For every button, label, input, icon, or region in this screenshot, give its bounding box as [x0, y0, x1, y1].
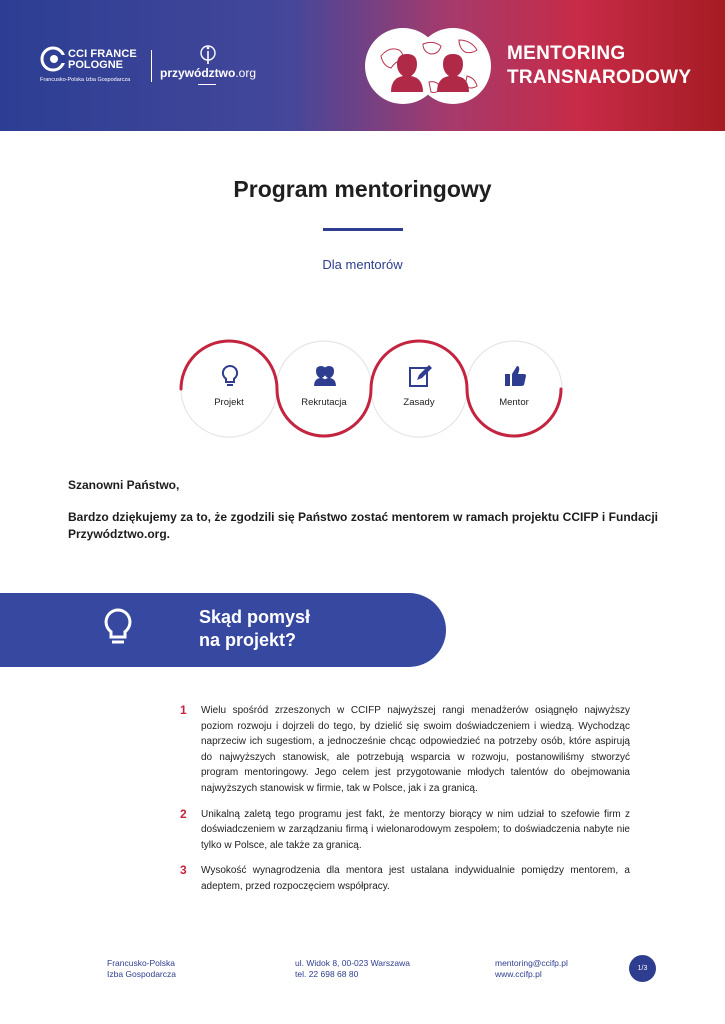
prz-light: .org — [235, 66, 257, 80]
numbered-list — [180, 703, 630, 905]
people-icon — [308, 363, 342, 389]
cci-name-line1: CCI FRANCE — [68, 48, 137, 60]
cci-logo[interactable] — [40, 44, 140, 94]
przywodztwo-logo[interactable] — [160, 44, 260, 90]
prz-bold: przywództwo — [160, 66, 236, 80]
step-label: Rekrutacja — [301, 397, 347, 408]
footer-contact — [295, 958, 410, 980]
step-label: Projekt — [214, 397, 244, 408]
list-item — [180, 807, 630, 854]
przywodztwo-wordmark — [160, 66, 256, 80]
footer-phone[interactable]: tel. 22 698 68 80 — [295, 969, 359, 979]
mentoring-globe-icon — [363, 26, 493, 106]
list-item-number: 1 — [180, 703, 187, 717]
step-label: Mentor — [499, 397, 529, 408]
list-item-number: 2 — [180, 806, 187, 821]
thanks-paragraph: Bardzo dziękujemy za to, że zgodzili się Państwo zostać mentorem w ramach projektu CCIFP i Fundacji Przywództwo.org. — [68, 510, 658, 541]
step-label: Zasady — [403, 397, 435, 408]
footer-address: ul. Widok 8, 00-023 Warszawa — [295, 958, 410, 968]
header-banner — [0, 0, 725, 131]
section-banner — [0, 593, 446, 667]
list-item-text: Wielu spośród zrzeszonych w CCIFP najwyższej rangi menadżerów osiągnęło najwyższy poziom rozwoju i dojrzeli do tego, by dzielić się swoim doświadczeniem i wiedzą. Wychodząc naprzeciw ich sugestiom, a jednocześnie chcąc odpowiedzieć na potrzeby osób, które aspirują do najwyższych stanowisk, ale potrzebują wsparcia w rozwoju, postanowiliśmy stworzyć program mentoringowy. Jego celem jest przygotowanie młodych talentów do obejmowania najwyższych stanowisk w firmie, tak w Polsce, jak i za granicą. — [201, 705, 630, 794]
page-number-badge: 1/3 — [629, 955, 656, 982]
list-item-text: Wysokość wynagrodzenia dla mentora jest ustalana indywidualnie pomiędzy mentorem, a adeptem, przed rozpoczęciem współpracy. — [201, 865, 630, 892]
list-item-number: 3 — [180, 863, 187, 878]
list-item — [180, 863, 630, 894]
section-title-line2: na projekt? — [199, 630, 297, 650]
header-divider — [151, 50, 152, 82]
cci-name-line2: POLOGNE — [68, 59, 124, 71]
list-item — [180, 703, 630, 797]
footer-email-link[interactable]: mentoring@ccifp.pl — [495, 958, 568, 968]
footer — [0, 958, 725, 988]
footer-web-link[interactable]: www.ccifp.pl — [495, 969, 542, 979]
lightbulb-icon — [103, 607, 133, 651]
step-mentor[interactable] — [466, 341, 562, 437]
program-title-line1: MENTORING — [507, 43, 626, 64]
thumbs-up-icon — [502, 363, 528, 389]
greeting: Szanowni Państwo, — [68, 478, 180, 492]
footer-org-line1: Francusko-Polska — [107, 958, 176, 968]
edit-icon — [407, 363, 433, 389]
step-projekt[interactable] — [181, 341, 277, 437]
page-subtitle: Dla mentorów — [322, 257, 403, 272]
program-title — [507, 42, 691, 90]
lightbulb-icon — [217, 363, 243, 389]
program-title-line2: TRANSNARODOWY — [507, 67, 692, 88]
info-i-icon — [199, 44, 217, 66]
cci-mark-icon — [40, 46, 66, 72]
step-rekrutacja[interactable] — [276, 341, 372, 437]
section-title — [199, 606, 310, 652]
footer-organization — [107, 958, 176, 980]
page-title: Program mentoringowy — [233, 176, 492, 202]
step-zasady[interactable] — [371, 341, 467, 437]
footer-org-line2: Izba Gospodarcza — [107, 969, 176, 979]
title-rule — [323, 228, 403, 231]
footer-links — [495, 958, 568, 980]
list-item-text: Unikalną zaletą tego programu jest fakt, że mentorzy biorący w nim udział to szefowie firm z doświadczeniem w zarządzaniu firmą i wielonarodowym zespołem; to doświadczenia nabyte nie tylko w Polsce, ale także za granicą. — [201, 808, 630, 851]
section-title-line1: Skąd pomysł — [199, 607, 311, 627]
cci-subtitle: Francusko-Polska Izba Gospodarcza — [40, 77, 131, 83]
prz-underline — [198, 84, 216, 85]
steps-navigation — [176, 336, 566, 442]
